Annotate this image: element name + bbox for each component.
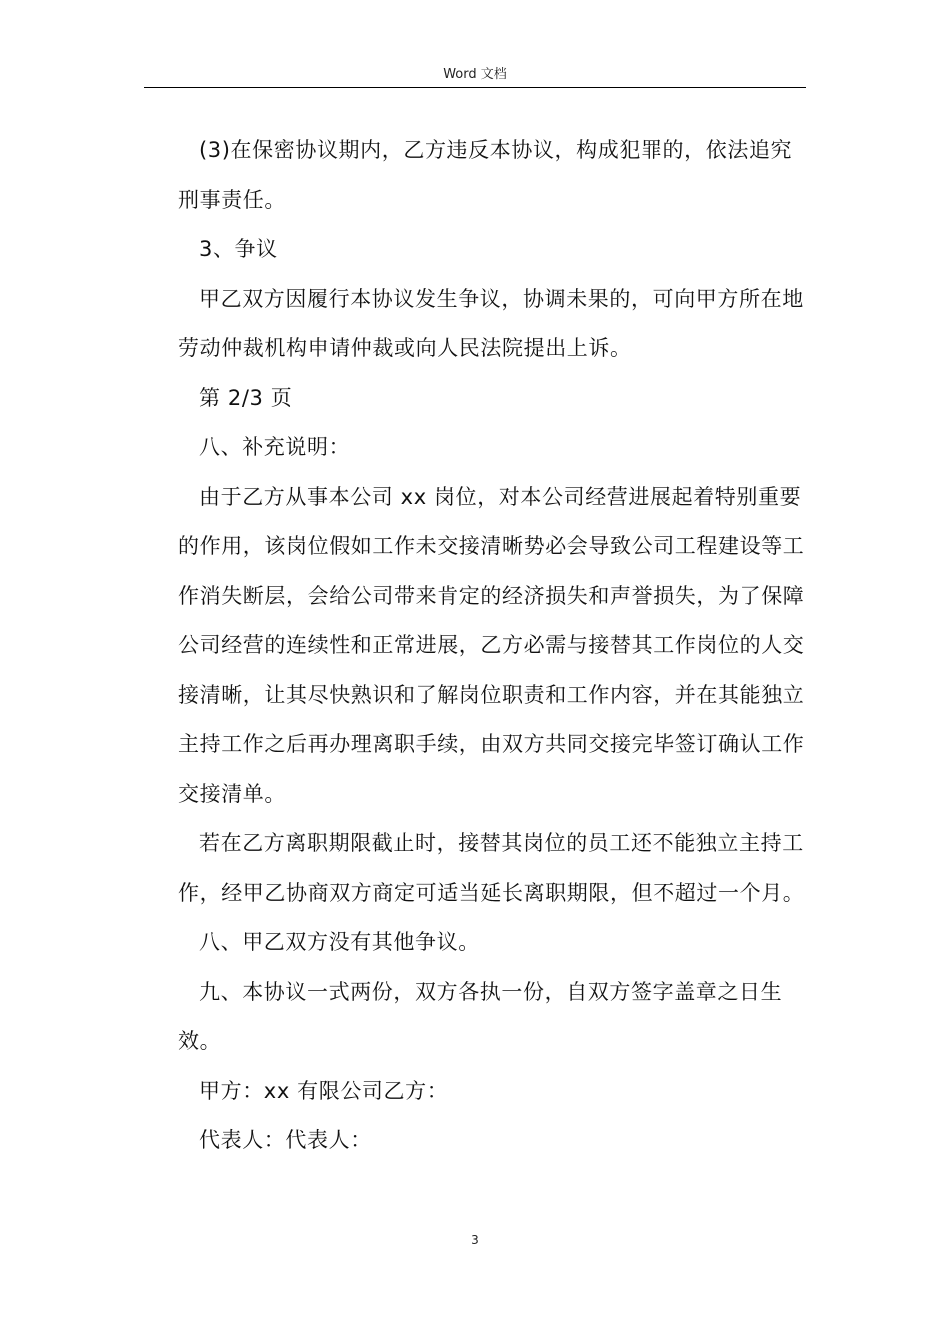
signature-representatives: 代表人：代表人： <box>199 1128 372 1152</box>
page-marker: 第 2/3 页 <box>199 385 293 410</box>
section-heading-supplementary: 八、补充说明： <box>199 435 351 459</box>
clause-no-other-disputes: 八、甲乙双方没有其他争议。 <box>199 930 480 954</box>
document-body <box>178 126 808 1166</box>
header-divider <box>144 87 806 88</box>
paragraph-extension: 若在乙方离职期限截止时，接替其岗位的员工还不能独立主持工作，经甲乙协商双方商定可适当延长离职期限，但不超过一个月。 <box>178 831 805 905</box>
paragraph-dispute-resolution: 甲乙双方因履行本协议发生争议，协调未果的，可向甲方所在地劳动仲裁机构申请仲裁或向人民法院提出上诉。 <box>178 286 804 360</box>
section-heading-dispute: 3、争议 <box>199 237 278 261</box>
page-header-title: Word 文档 <box>443 67 507 82</box>
paragraph-criminal-liability: (3)在保密协议期内，乙方违反本协议，构成犯罪的，依法追究刑事责任。 <box>178 138 793 212</box>
clause-copies-effective: 九、本协议一式两份，双方各执一份，自双方签字盖章之日生效。 <box>178 979 783 1053</box>
page-number: 3 <box>471 1233 479 1247</box>
paragraph-handover-requirement: 由于乙方从事本公司 xx 岗位，对本公司经营进展起着特别重要的作用，该岗位假如工作未交接清晰势必会导致公司工程建设等工作消失断层，会给公司带来肯定的经济损失和声誉损失，为了保障公司经营的连续性和正常进展，乙方必需与接替其工作岗位的人交接清晰，让其尽快熟识和了解岗位职责和工作内容，并在其能独立主持工作之后再办理离职手续，由双方共同交接完毕签订确认工作交接清单。 <box>178 484 805 806</box>
signature-parties: 甲方：xx 有限公司乙方： <box>199 1078 449 1103</box>
